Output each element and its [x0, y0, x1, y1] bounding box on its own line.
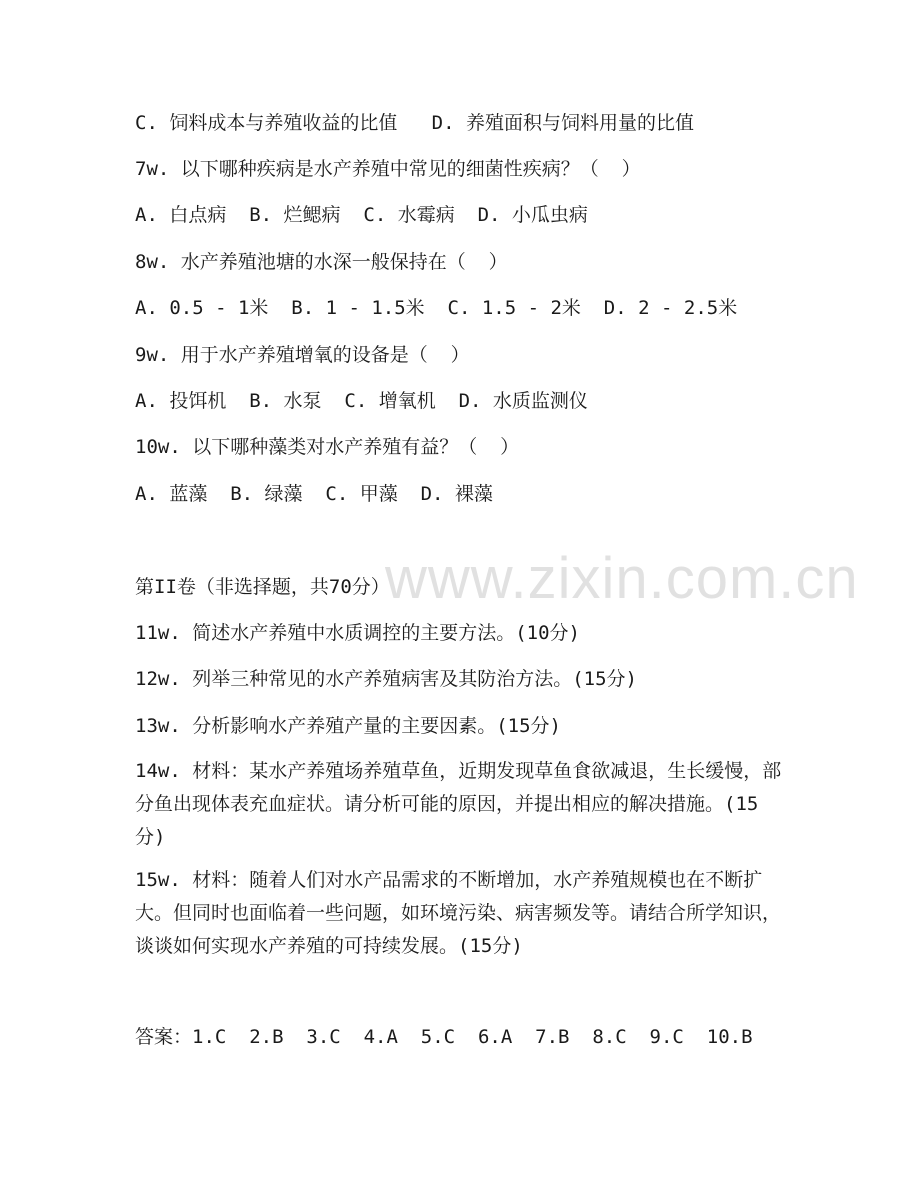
question-14: 14w. 材料：某水产养殖场养殖草鱼，近期发现草鱼食欲减退，生长缓慢，部分鱼出现体表充血症状。请分析可能的原因，并提出相应的解决措施。(15分)	[135, 760, 782, 848]
question-12: 12w. 列举三种常见的水产养殖病害及其防治方法。(15分)	[135, 668, 637, 690]
question-9-options: A. 投饵机 B. 水泵 C. 增氧机 D. 水质监测仪	[135, 390, 588, 412]
question-10-options: A. 蓝藻 B. 绿藻 C. 甲藻 D. 裸藻	[135, 483, 493, 505]
question-6-options: C. 饲料成本与养殖收益的比值 D. 养殖面积与饲料用量的比值	[135, 112, 694, 134]
question-8: 8w. 水产养殖池塘的水深一般保持在（ ）	[135, 251, 508, 273]
section-2-heading: 第II卷（非选择题，共70分）	[135, 576, 390, 598]
question-10: 10w. 以下哪种藻类对水产养殖有益？（ ）	[135, 436, 520, 458]
watermark: www.zixin.com.cn	[385, 546, 859, 611]
question-7-options: A. 白点病 B. 烂鳃病 C. 水霉病 D. 小瓜虫病	[135, 204, 588, 226]
question-13: 13w. 分析影响水产养殖产量的主要因素。(15分)	[135, 715, 561, 737]
question-15: 15w. 材料：随着人们对水产品需求的不断增加，水产养殖规模也在不断扩大。但同时也面临着一些问题，如环境污染、病害频发等。请结合所学知识，谈谈如何实现水产养殖的可持续发展。(15分)	[135, 869, 782, 957]
question-8-options: A. 0.5 - 1米 B. 1 - 1.5米 C. 1.5 - 2米 D. 2 - 2.5米	[135, 297, 738, 319]
question-7: 7w. 以下哪种疾病是水产养殖中常见的细菌性疾病？（ ）	[135, 158, 641, 180]
answer-key: 答案：1.C 2.B 3.C 4.A 5.C 6.A 7.B 8.C 9.C 10.B	[135, 1026, 753, 1048]
question-11: 11w. 简述水产养殖中水质调控的主要方法。(10分)	[135, 622, 580, 644]
question-9: 9w. 用于水产养殖增氧的设备是（ ）	[135, 344, 470, 366]
